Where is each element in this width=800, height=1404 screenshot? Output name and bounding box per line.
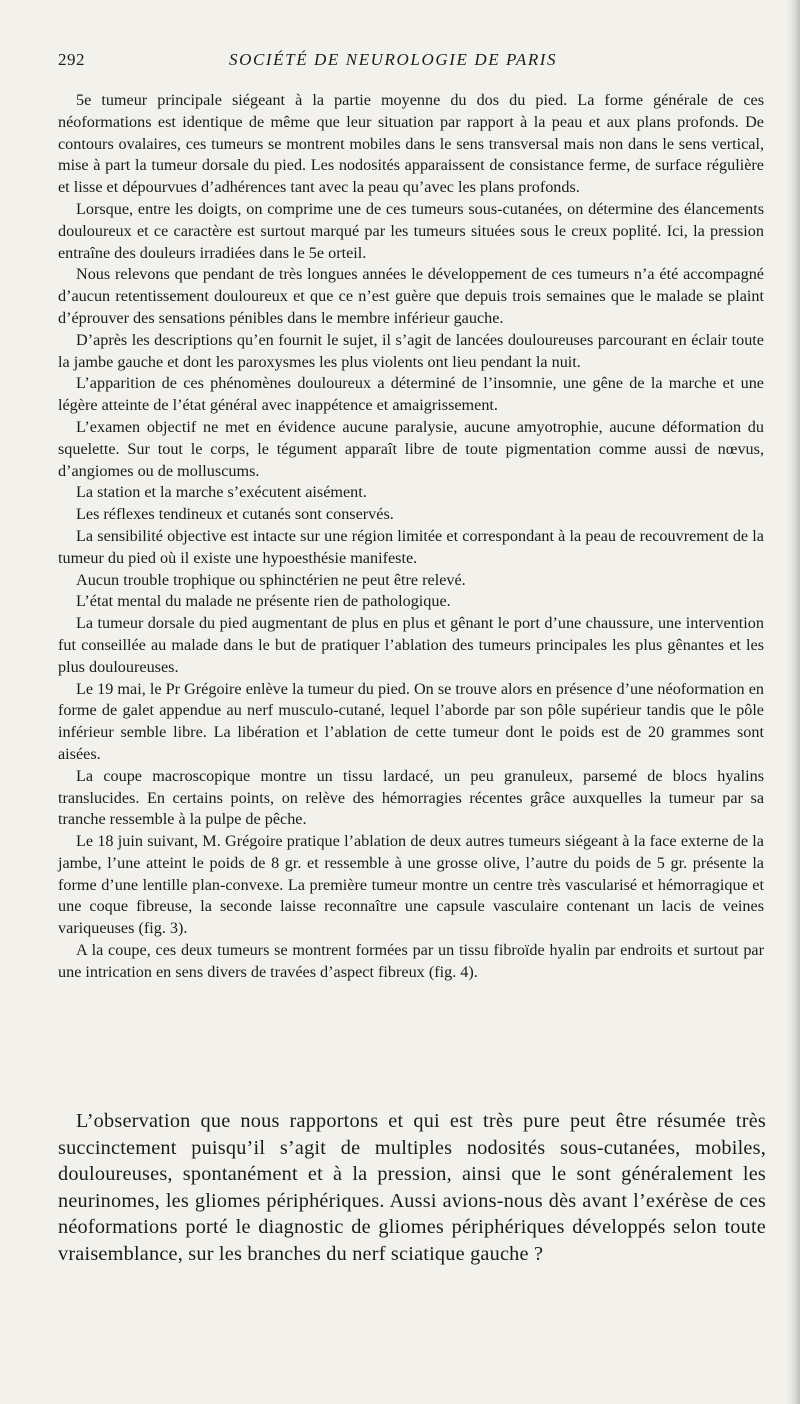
paragraph: Les réflexes tendineux et cutanés sont conservés.: [76, 505, 394, 524]
paragraph: Aucun trouble trophique ou sphinctérien ne peut être relevé.: [76, 570, 466, 589]
paragraph: L’examen objectif ne met en évidence aucune paralysie, aucune amyotrophie, aucune déformation du squelette. Sur tout le corps, le tégument apparaît libre de toute pigmentation comme aussi de nœvus, d’angiomes ou de molluscums.: [58, 417, 764, 480]
page-header: [58, 50, 764, 74]
paragraph: Le 19 mai, le Pr Grégoire enlève la tumeur du pied. On se trouve alors en présence d’une néoformation en forme de galet appendue au nerf musculo-cutané, lequel l’aborde par son pôle supérieur tandis que le pôle inférieur semble libre. La libération et l’ablation de cette tumeur dont le poids est de 20 grammes sont aisées.: [58, 679, 764, 763]
running-head: SOCIÉTÉ DE NEUROLOGIE DE PARIS: [229, 50, 558, 69]
paragraph: Lorsque, entre les doigts, on comprime une de ces tumeurs sous-cutanées, on détermine des élancements douloureux et ce caractère est surtout marqué par les tumeurs situées sous le creux poplité. Ici, la pression entraîne des douleurs irradiées dans le 5e orteil.: [58, 199, 764, 262]
paragraph: Nous relevons que pendant de très longues années le développement de ces tumeurs n’a été accompagné d’aucun retentissement douloureux et que ce n’est guère que depuis trois semaines que le malade se plaint d’éprouver des sensations pénibles dans le membre inférieur gauche.: [58, 265, 764, 327]
page-edge-shadow: [786, 0, 800, 1404]
paragraph: A la coupe, ces deux tumeurs se montrent formées par un tissu fibroïde hyalin par endroits et surtout par une intrication en sens divers de travées d’aspect fibreux (fig. 4).: [58, 941, 764, 981]
paragraph: La sensibilité objective est intacte sur une région limitée et correspondant à la peau de recouvrement de la tumeur du pied où il existe une hypoesthésie manifeste.: [58, 526, 764, 567]
paragraph: D’après les descriptions qu’en fournit le sujet, il s’agit de lancées douloureuses parcourant en éclair toute la jambe gauche et dont les paroxysmes les plus violents ont lieu pendant la nuit.: [58, 330, 764, 371]
body-text: [58, 90, 764, 984]
conclusion-paragraph: L’observation que nous rapportons et qui est très pure peut être résumée très succinctement puisqu’il s’agit de multiples nodosités sous-cutanées, mobiles, douloureuses, spontanément et à la pression, ainsi que le sont généralement les neurinomes, les gliomes périphériques. Aussi avions-nous dès avant l’exérèse de ces néoformations porté le diagnostic de gliomes périphériques développés selon toute vraisemblance, sur les branches du nerf sciatique gauche ?: [58, 1110, 766, 1265]
paragraph: 5e tumeur principale siégeant à la partie moyenne du dos du pied. La forme générale de ces néoformations est identique de même que leur situation par rapport à la peau et aux plans profonds. De contours ovalaires, ces tumeurs se montrent mobiles dans le sens transversal mais non dans le sens vertical, mise à part la tumeur dorsale du pied. Les nodosités apparaissent de consistance ferme, de surface régulière et lisse et dépourvues d’adhérences tant avec la peau qu’avec les plans profonds.: [58, 91, 764, 197]
paragraph: La tumeur dorsale du pied augmentant de plus en plus et gênant le port d’une chaussure, une intervention fut conseillée au malade dans le but de pratiquer l’ablation des tumeurs principales les plus gênantes et les plus douloureuses.: [58, 614, 764, 676]
paragraph: La coupe macroscopique montre un tissu lardacé, un peu granuleux, parsemé de blocs hyalins translucides. En certains points, on relève des hémorragies récentes grâce auxquelles la tumeur par sa tranche ressemble à la pulpe de pêche.: [58, 766, 764, 829]
conclusion-block: [58, 1108, 766, 1268]
paragraph: L’état mental du malade ne présente rien de pathologique.: [76, 592, 451, 611]
page-number: 292: [58, 50, 85, 69]
paragraph: Le 18 juin suivant, M. Grégoire pratique l’ablation de deux autres tumeurs siégeant à la face externe de la jambe, l’une atteint le poids de 8 gr. et ressemble à une grosse olive, l’autre du poids de 5 gr. présente la forme d’une lentille plan-convexe. La première tumeur montre un centre très vascularisé et hémorragique et une coque fibreuse, la seconde laisse reconnaître une capsule vasculaire contenant un lacis de veines variqueuses (fig. 3).: [58, 832, 764, 938]
paragraph: L’apparition de ces phénomènes douloureux a déterminé de l’insomnie, une gêne de la marche et une légère atteinte de l’état général avec inappétence et amaigrissement.: [58, 374, 764, 415]
paragraph: La station et la marche s’exécutent aisément.: [76, 483, 367, 502]
